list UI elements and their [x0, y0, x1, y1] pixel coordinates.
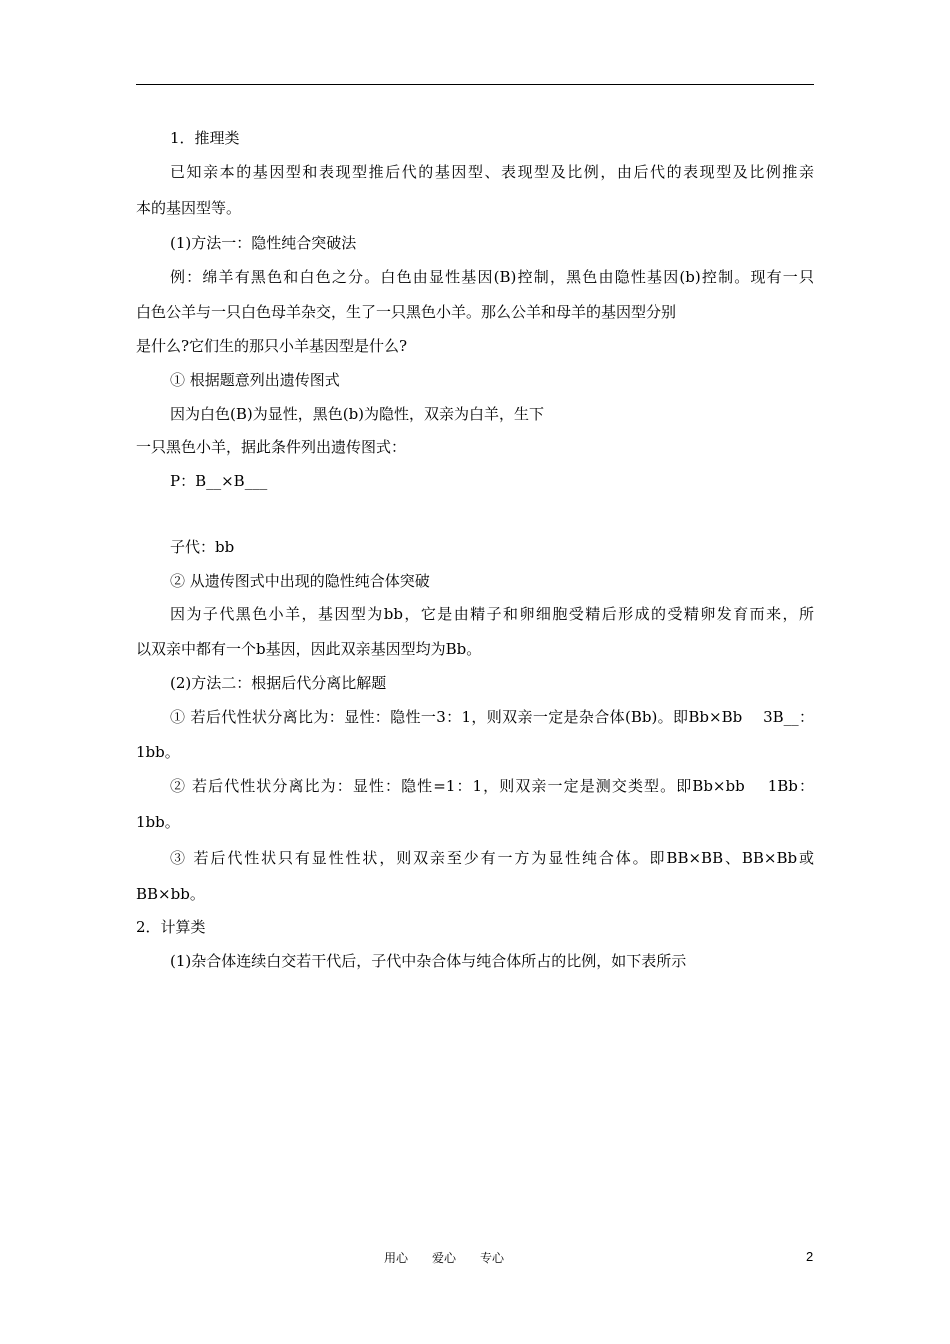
footer-motto: 用心 爱心 专心: [384, 1251, 505, 1265]
paragraph-line: 一只黑色小羊，据此条件列出遗传图式：: [136, 438, 407, 456]
paragraph-line: (1)杂合体连续白交若干代后，子代中杂合体与纯合体所占的比例，如下表所示: [170, 952, 687, 970]
paragraph-line: ② 若后代性状分离比为：显性：隐性=1：1，则双亲一定是测交类型。即Bb×bb 1Bb：: [170, 777, 814, 795]
paragraph-line: BB×bb。: [136, 885, 205, 903]
paragraph-line: 以双亲中都有一个b基因，因此双亲基因型均为Bb。: [136, 640, 482, 658]
paragraph-line: 已知亲本的基因型和表现型推后代的基因型、表现型及比例，由后代的表现型及比例推亲: [170, 163, 814, 181]
genetic-cross-p: P：B__×B___: [170, 472, 268, 490]
paragraph-line: 例：绵羊有黑色和白色之分。白色由显性基因(B)控制，黑色由隐性基因(b)控制。现有一只: [170, 268, 814, 286]
paragraph-line: 是什么?它们生的那只小羊基因型是什么?: [136, 337, 408, 355]
paragraph-line: 1bb。: [136, 813, 180, 831]
header-rule: [136, 84, 814, 85]
step-heading: ① 根据题意列出遗传图式: [170, 371, 340, 389]
section-heading-reasoning: 1．推理类: [170, 129, 240, 147]
paragraph-line: 白色公羊与一只白色母羊杂交，生了一只黑色小羊。那么公羊和母羊的基因型分别: [136, 303, 677, 321]
paragraph-line: 1bb。: [136, 743, 180, 761]
method-two-heading: (2)方法二：根据后代分离比解题: [170, 674, 387, 692]
paragraph-line: 因为子代黑色小羊，基因型为bb，它是由精子和卵细胞受精后形成的受精卵发育而来，所: [170, 605, 814, 623]
step-heading: ② 从遗传图式中出现的隐性纯合体突破: [170, 572, 430, 590]
page-number: 2: [806, 1249, 814, 1264]
section-heading-calculation: 2．计算类: [136, 918, 206, 936]
paragraph-line: ③ 若后代性状只有显性性状，则双亲至少有一方为显性纯合体。即BB×BB、BB×Bb或: [170, 849, 814, 867]
genetic-cross-offspring: 子代：bb: [170, 538, 235, 556]
paragraph-line: 本的基因型等。: [136, 199, 242, 217]
paragraph-line: ① 若后代性状分离比为：显性：隐性一3：1，则双亲一定是杂合体(Bb)。即Bb×Bb 3B__：: [170, 708, 814, 726]
paragraph-line: 因为白色(B)为显性，黑色(b)为隐性，双亲为白羊，生下: [170, 405, 545, 423]
method-one-heading: (1)方法一：隐性纯合突破法: [170, 234, 357, 252]
